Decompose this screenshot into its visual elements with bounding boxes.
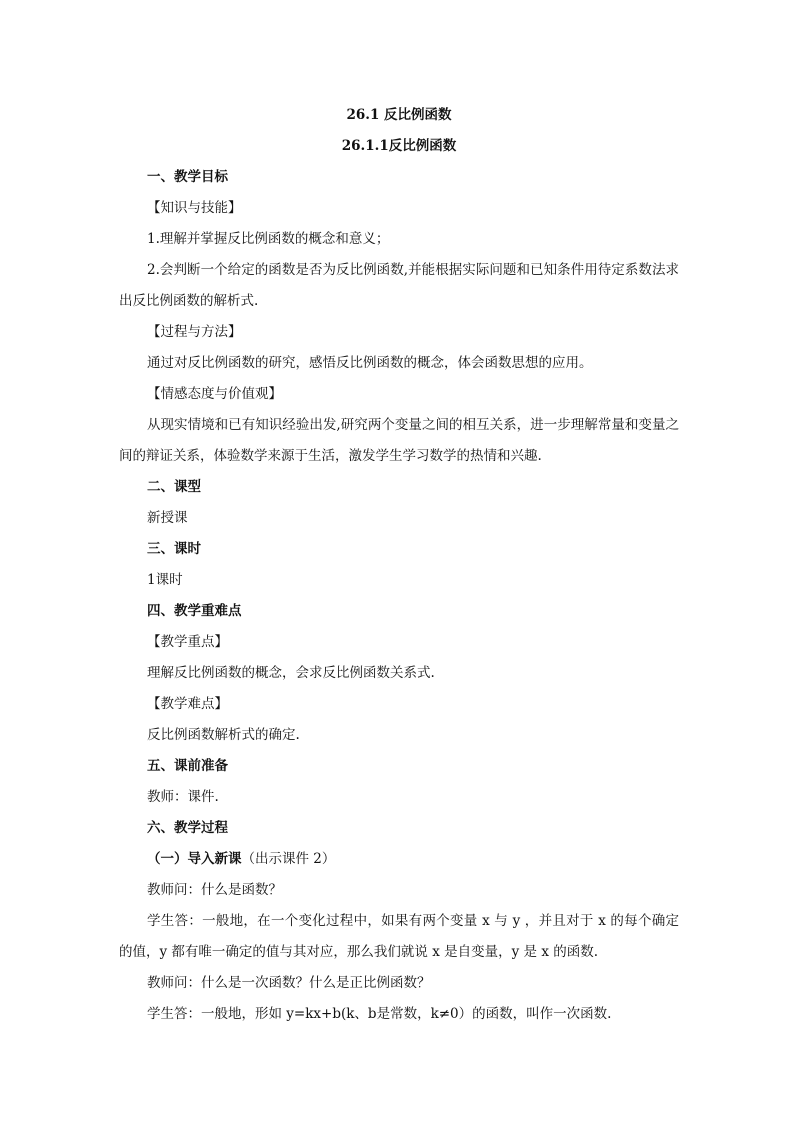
section-heading-teaching-process: 六、教学过程 <box>147 820 228 836</box>
page-title: 26.1 反比例函数 <box>346 107 452 123</box>
attitude-values-text: 从现实情境和已有知识经验出发,研究两个变量之间的相互关系，进一步理解常量和变量之间的辩证关系，体验数学来源于生活，激发学生学习数学的热情和兴趣. <box>119 417 679 464</box>
page-subtitle: 26.1.1反比例函数 <box>341 138 457 154</box>
key-points-text: 理解反比例函数的概念，会求反比例函数关系式. <box>147 665 435 681</box>
document-body <box>119 100 679 1030</box>
section-heading-lesson-type: 二、课型 <box>147 479 201 495</box>
difficult-points-text: 反比例函数解析式的确定. <box>147 727 300 743</box>
teacher-question-1: 教师问：什么是函数？ <box>147 882 282 898</box>
process-method-text: 通过对反比例函数的研究，感悟反比例函数的概念，体会函数思想的应用。 <box>147 355 593 371</box>
subheading-knowledge-skills: 【知识与技能】 <box>147 200 242 216</box>
section-heading-preparation: 五、课前准备 <box>147 758 228 774</box>
section-heading-objectives: 一、教学目标 <box>147 169 228 185</box>
teacher-question-2: 教师问：什么是一次函数？什么是正比例函数？ <box>147 975 431 991</box>
objective-item-1: 1.理解并掌握反比例函数的概念和意义； <box>147 231 390 247</box>
class-hours-text: 1课时 <box>147 572 183 588</box>
subheading-process-method: 【过程与方法】 <box>147 324 242 340</box>
lesson-type-text: 新授课 <box>147 510 188 526</box>
student-answer-1: 学生答：一般地，在一个变化过程中，如果有两个变量 x 与 y ，并且对于 x 的每个确定的值，y 都有唯一确定的值与其对应，那么我们就说 x 是自变量，y 是 x 的函数. <box>119 913 679 960</box>
student-answer-2: 学生答：一般地，形如 y=kx+b(k、b是常数，k≠0）的函数，叫作一次函数. <box>147 1006 612 1022</box>
subheading-key-points: 【教学重点】 <box>147 634 228 650</box>
subheading-attitude-values: 【情感态度与价值观】 <box>147 386 282 402</box>
section-heading-class-hours: 三、课时 <box>147 541 201 557</box>
subsection-introduction <box>119 844 679 875</box>
subsection-introduction-note: （出示课件 2） <box>241 851 336 867</box>
objective-item-2: 2.会判断一个给定的函数是否为反比例函数,并能根据实际问题和已知条件用待定系数法求出反比例函数的解析式. <box>119 262 679 309</box>
preparation-text: 教师：课件. <box>147 789 219 805</box>
subsection-introduction-label: （一）导入新课 <box>147 851 242 867</box>
subheading-difficult-points: 【教学难点】 <box>147 696 228 712</box>
section-heading-key-difficult-points: 四、教学重难点 <box>147 603 242 619</box>
